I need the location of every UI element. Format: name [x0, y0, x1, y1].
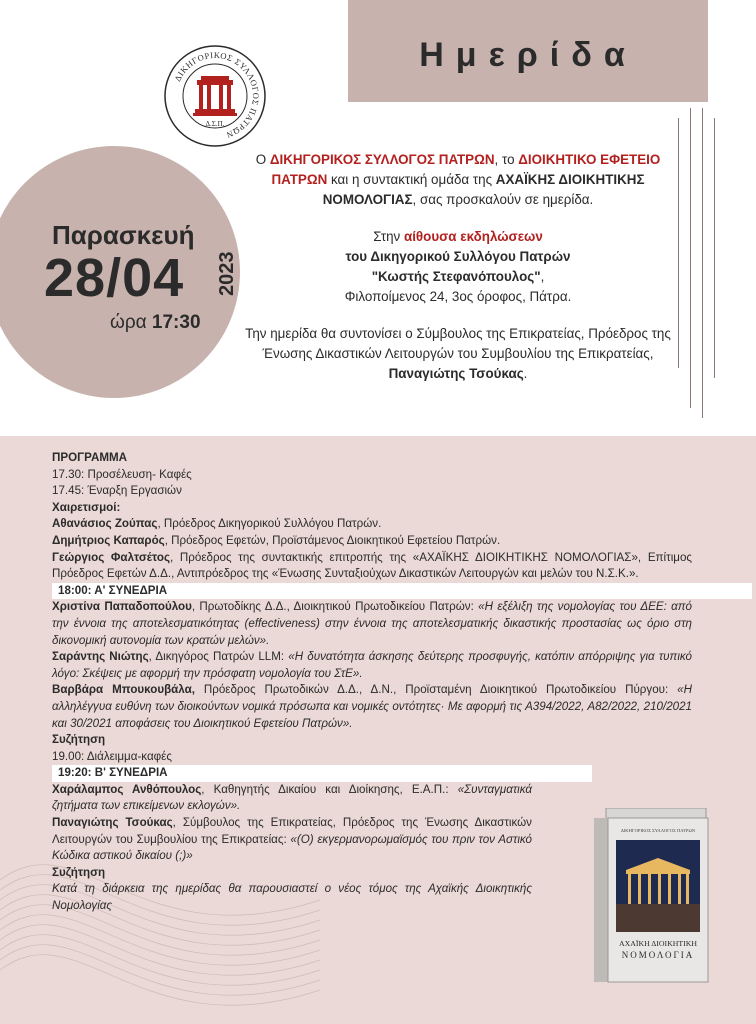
- book-title-line2: ΝΟΜΟΛΟΓΙΑ: [621, 950, 695, 960]
- text: ,: [540, 269, 545, 284]
- venue-paragraph: [238, 227, 678, 307]
- speaker-entry: [52, 550, 692, 583]
- session-a-heading: 18:00: Α' ΣΥΝΕΔΡΙΑ: [52, 583, 752, 600]
- text: .: [523, 366, 528, 381]
- speaker-entry: [52, 815, 532, 865]
- book-cover-image: [590, 808, 710, 984]
- bar-association-logo: [163, 44, 267, 148]
- speaker-name: Χαράλαμπος Ανθόπουλος: [52, 782, 202, 796]
- event-date: 28/04: [44, 248, 185, 308]
- event-time: [110, 312, 201, 334]
- speaker-name: Σαράντης Νιώτης: [52, 650, 149, 664]
- event-year: 2023: [216, 251, 238, 296]
- program-item: 19.00: Διάλειμμα-καφές: [52, 749, 172, 763]
- book-title-line1: ΑΧΑΪΚΗ ΔΙΟΙΚΗΤΙΚΗ: [619, 939, 697, 948]
- session-b-heading: 19:20: Β' ΣΥΝΕΔΡΙΑ: [52, 765, 592, 782]
- speaker-role: Πρόεδρος Πρωτοδικών Δ.Δ., Δ.Ν., Προϊσταμένη Διοικητικού Πρωτοδικείου Πύργου:: [194, 683, 678, 697]
- venue-hall: αίθουσα εκδηλώσεων: [403, 229, 543, 244]
- speaker-entry: [52, 516, 692, 533]
- page-title: Ημερίδα: [419, 36, 637, 74]
- divider-line: [702, 108, 703, 418]
- logo-ring-text: ΔΙΚΗΓΟΡΙΚΟΣ ΣΥΛΛΟΓΟΣ ΠΑΤΡΩΝ: [172, 49, 262, 141]
- text: Ο: [255, 152, 270, 167]
- text: Στην: [373, 229, 404, 244]
- book-publisher: ΔΙΚΗΓΟΡΙΚΟΣ ΣΥΛΛΟΓΟΣ ΠΑΤΡΩΝ: [620, 828, 696, 833]
- org-name: ΑΧΑΪΚΗΣ ΔΙΟΙΚΗΤΙΚΗΣ ΝΟΜΟΛΟΓΙΑΣ: [322, 172, 645, 207]
- time-label: ώρα: [110, 312, 147, 333]
- speaker-entry: [52, 682, 692, 732]
- greetings-heading: Χαιρετισμοί:: [52, 500, 121, 514]
- divider-line: [714, 118, 715, 378]
- speaker-role: , Πρόεδρος της συντακτικής επιτροπής της «ΑΧΑΪΚΗΣ ΔΙΟΙΚΗΤΙΚΗΣ ΝΟΜΟΛΟΓΙΑΣ», Επίτιμος Πρόεδρος Εφετών Δ.Δ., Αντιπρόεδρος της «Ένωσης Συνταξιούχων Δικαστικών Λειτουργών και μελών του Ν.Σ.Κ.».: [52, 550, 693, 581]
- text: , το: [494, 152, 519, 167]
- time-value: 17:30: [151, 312, 201, 333]
- moderator-paragraph: [238, 324, 678, 384]
- invitation-text: [238, 150, 678, 401]
- speaker-role: , Πρόεδρος Εφετών, Προϊστάμενος Διοικητικού Εφετείου Πατρών.: [164, 533, 501, 547]
- speaker-name: Αθανάσιος Ζούπας: [52, 517, 158, 531]
- discussion-label: Συζήτηση: [52, 865, 106, 879]
- speaker-role: , Καθηγητής Δικαίου και Διοίκησης, Ε.Α.Π.:: [201, 782, 458, 796]
- invitation-paragraph: [238, 150, 678, 210]
- closing-note: [52, 881, 532, 914]
- program-heading: ΠΡΟΓΡΑΜΜΑ: [52, 451, 128, 464]
- event-day: Παρασκευή: [52, 220, 195, 250]
- venue-address: Φιλοποίμενος 24, 3ος όροφος, Πάτρα.: [344, 289, 572, 304]
- talk-topic: «Η δυνατότητα άσκησης δεύτερης προσφυγής, κατόπιν απόρριψης για τυπικό λόγο: Σκέψεις με αφορμή την πρόσφατη νομολογία του ΣτΕ».: [52, 650, 692, 680]
- program-item: 17.45: Έναρξη Εργασιών: [52, 484, 182, 498]
- speaker-name: Δημήτριος Καπαρός: [52, 533, 165, 547]
- speaker-name: Παναγιώτης Τσούκας: [52, 816, 173, 830]
- org-name: ΔΙΟΙΚΗΤΙΚΟ ΕΦΕΤΕΙΟ ΠΑΤΡΩΝ: [271, 152, 661, 187]
- speaker-role: , Δικηγόρος Πατρών LLM:: [148, 650, 289, 664]
- speaker-role: , Πρόεδρος Δικηγορικού Συλλόγου Πατρών.: [157, 517, 382, 531]
- venue-line: του Δικηγορικού Συλλόγου Πατρών: [345, 249, 571, 264]
- logo-initials: Δ.Σ.Π.: [205, 120, 225, 128]
- speaker-role: , Πρωτοδίκης Δ.Δ., Διοικητικού Πρωτοδικείου Πατρών:: [191, 600, 479, 614]
- program-item: 17.30: Προσέλευση- Καφές: [52, 467, 192, 481]
- speaker-name: Χριστίνα Παπαδοπούλου: [52, 600, 192, 614]
- discussion-label: Συζήτηση: [52, 733, 106, 747]
- text: , σας προσκαλούν σε ημερίδα.: [412, 192, 594, 207]
- speaker-name: Βαρβάρα Μπουκουβάλα,: [52, 683, 195, 697]
- speaker-entry: [52, 599, 692, 649]
- speaker-entry: [52, 782, 532, 815]
- speaker-entry: [52, 649, 692, 682]
- org-name: ΔΙΚΗΓΟΡΙΚΟΣ ΣΥΛΛΟΓΟΣ ΠΑΤΡΩΝ: [269, 152, 495, 167]
- text: Την ημερίδα θα συντονίσει ο Σύμβουλος της Επικρατείας, Πρόεδρος της Ένωσης Δικαστικών Λειτουργών του Συμβουλίου της Επικρατείας,: [245, 326, 671, 361]
- closing-text: Κατά τη διάρκεια της ημερίδας θα παρουσιαστεί ο νέος τόμος της Αχαϊκής Διοικητικής Νομολογίας: [52, 882, 532, 913]
- venue-name: "Κωστής Στεφανόπουλος": [371, 269, 541, 284]
- divider-line: [690, 108, 691, 408]
- speaker-name: Γεώργιος Φαλτσέτος: [52, 550, 170, 564]
- talk-topic: «Η εξέλιξη της νομολογίας του ΔΕΕ: από την έννοια της αποτελεσματικότητας (effectiveness) στην έννοια της αποτελεσματικής δικαστικής προστασίας ως όριο στη δικονομική αυτονομία των κρατών μελών».: [52, 600, 692, 647]
- speaker-entry: [52, 533, 692, 550]
- talk-topic: «(Ο) εκγερμανορωμαϊσμός του πριν τον Αστικό Κώδικα αστικού δικαίου (;)»: [52, 832, 532, 863]
- moderator-name: Παναγιώτης Τσούκας: [388, 366, 524, 381]
- divider-line: [678, 118, 679, 368]
- text: και η συντακτική ομάδα της: [327, 172, 496, 187]
- speaker-role: , Σύμβουλος της Επικρατείας, Πρόεδρος της Ένωσης Δικαστικών Λειτουργών του Συμβουλίου της Επικρατείας:: [52, 816, 532, 846]
- talk-topic: «Η αλληλέγγυα ευθύνη των διοικούντων νομικά πρόσωπα και νομικές οντότητες· Με αφορμή τις Α394/2022, Α82/2022, 210/2021 και 30/2021 αποφάσεις του Διοικητικού Εφετείου Πατρών».: [52, 683, 692, 730]
- talk-topic: «Συνταγματικά ζητήματα των επικείμενων εκλογών».: [52, 782, 532, 813]
